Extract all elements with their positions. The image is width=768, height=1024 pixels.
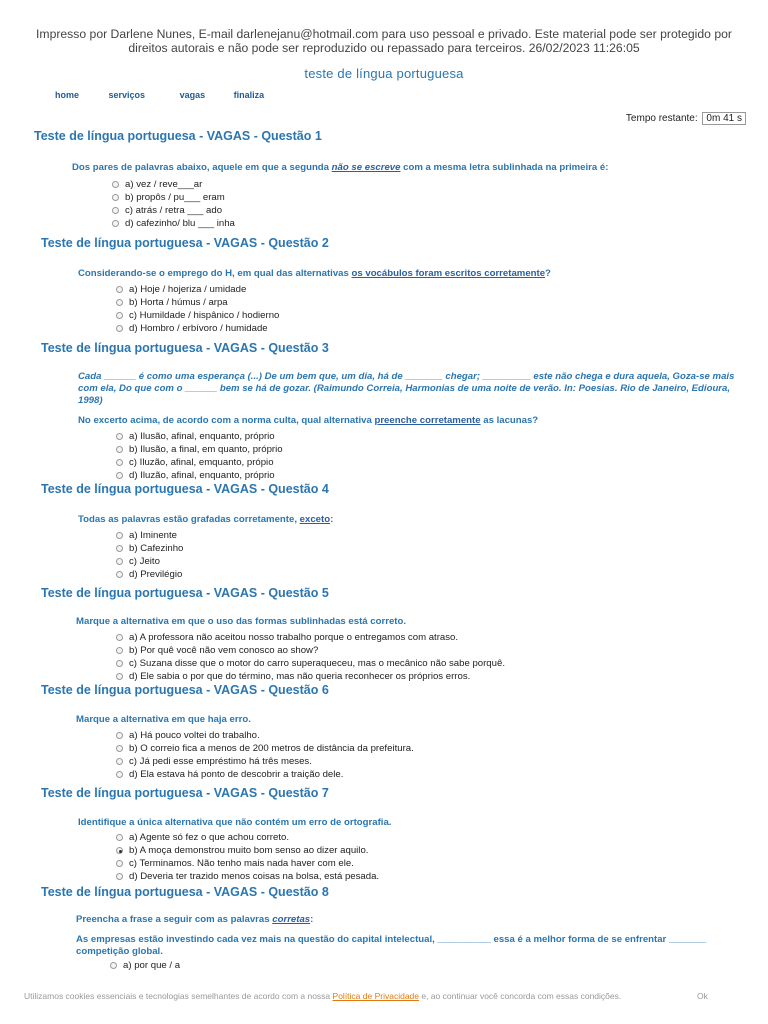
- option-label: b) Por quê você não vem conosco ao show?: [129, 645, 319, 656]
- option-label: a) A professora não aceitou nosso trabalho porque o entregamos com atraso.: [129, 632, 459, 643]
- nav-servicos[interactable]: serviços: [108, 90, 146, 100]
- option[interactable]: [116, 631, 505, 644]
- option[interactable]: [116, 529, 183, 542]
- question-1-prompt: [72, 162, 732, 174]
- option-label: a) Há pouco voltei do trabalho.: [129, 730, 260, 741]
- prompt-text-end: :: [330, 514, 334, 525]
- prompt-text: Todas as palavras estão grafadas corretamente,: [78, 514, 300, 525]
- option[interactable]: [116, 729, 414, 742]
- cookie-text-start: Utilizamos cookies essenciais e tecnologias semelhantes de acordo com a nossa: [24, 991, 333, 1001]
- radio-button[interactable]: [112, 220, 119, 227]
- cookie-text-end: e, ao continuar você concorda com essas condições.: [419, 991, 622, 1001]
- option-label: d) Iluzão, afinal, enquanto, próprio: [129, 470, 275, 481]
- option-label: c) Jeito: [129, 556, 160, 567]
- radio-button[interactable]: [116, 732, 123, 739]
- question-6-prompt: [76, 714, 736, 726]
- question-3-prompt: [78, 415, 738, 427]
- option[interactable]: [116, 742, 414, 755]
- option[interactable]: [116, 670, 505, 683]
- option-label: d) Previlégio: [129, 569, 183, 580]
- option-label: a) vez / reve___ar: [125, 179, 203, 190]
- option[interactable]: [116, 657, 505, 670]
- prompt-text: Dos pares de palavras abaixo, aquele em que a segunda: [72, 162, 332, 173]
- prompt-emphasis: preenche corretamente: [374, 415, 481, 426]
- option-label: c) Humildade / hispânico / hodierno: [129, 310, 280, 321]
- cookie-ok-button[interactable]: Ok: [697, 991, 708, 1001]
- option-label: b) propôs / pu___ eram: [125, 192, 225, 203]
- option-label: d) Ele sabia o por que do término, mas não queria reconhecer os próprios erros.: [129, 671, 471, 682]
- radio-button[interactable]: [116, 647, 123, 654]
- question-7-prompt: [78, 817, 738, 829]
- option-label: a) Agente só fez o que achou correto.: [129, 832, 290, 843]
- option-label: a) por que / a: [123, 960, 181, 971]
- radio-button[interactable]: [116, 873, 123, 880]
- radio-button[interactable]: [116, 286, 123, 293]
- question-6-options: [116, 729, 414, 781]
- radio-button[interactable]: [112, 181, 119, 188]
- option-label: d) Deveria ter trazido menos coisas na bolsa, está pesada.: [129, 871, 380, 882]
- prompt-text: No excerto acima, de acordo com a norma culta, qual alternativa: [78, 415, 375, 426]
- option[interactable]: [116, 322, 279, 335]
- option-label: a) Hoje / hojeriza / umidade: [129, 284, 247, 295]
- prompt-text-end: as lacunas?: [480, 415, 539, 426]
- radio-button[interactable]: [110, 962, 117, 969]
- question-1-options: [112, 178, 235, 230]
- option-label: c) Já pedi esse empréstimo há três meses.: [129, 756, 312, 767]
- option[interactable]: [116, 296, 279, 309]
- radio-button[interactable]: [116, 834, 123, 841]
- site-title: teste de língua portuguesa: [304, 66, 464, 81]
- question-8-options: [110, 959, 180, 972]
- cookie-banner: [0, 984, 768, 1008]
- prompt-emphasis: não se escreve: [331, 162, 401, 173]
- option-label: c) Suzana disse que o motor do carro superaqueceu, mas o mecânico não sabe porquê.: [129, 658, 505, 669]
- question-5-title: Teste de língua portuguesa - VAGAS - Questão 5: [41, 586, 329, 600]
- radio-button[interactable]: [116, 771, 123, 778]
- timer: [626, 112, 746, 125]
- question-3-title: Teste de língua portuguesa - VAGAS - Questão 3: [41, 341, 329, 355]
- option[interactable]: [110, 959, 180, 972]
- cookie-text: [24, 984, 621, 1008]
- question-3-excerpt: Cada ______ é como uma esperança (...) De um bem que, um dia, há de _______ chegar; _________ este não chega e dura aquela, Goza-se mais com ela, Do que com o ______ bem se há de gozar. (Raimundo Correia, Harmonias de uma noite de verão. In: Poesias. Rio de Janeiro, Edioura, 1998): [78, 371, 735, 406]
- question-7-options: [116, 831, 379, 883]
- question-3-options: [116, 430, 283, 482]
- watermark-line-1: Impresso por Darlene Nunes, E-mail darlenejanu@hotmail.com para uso pessoal e privado. Este material pode ser protegido por: [36, 27, 732, 41]
- question-8-prompt: [76, 914, 736, 926]
- radio-button[interactable]: [116, 433, 123, 440]
- radio-button[interactable]: [116, 571, 123, 578]
- option[interactable]: [116, 870, 379, 883]
- option[interactable]: [116, 430, 283, 443]
- radio-button[interactable]: [116, 860, 123, 867]
- radio-button[interactable]: [116, 325, 123, 332]
- option-label: b) Cafezinho: [129, 543, 184, 554]
- option-label: d) Ela estava há ponto de descobrir a traição dele.: [129, 769, 344, 780]
- nav-home[interactable]: home: [55, 90, 80, 100]
- question-5-options: [116, 631, 505, 683]
- option-label: b) O correio fica a menos de 200 metros de distância da prefeitura.: [129, 743, 414, 754]
- option[interactable]: [116, 857, 379, 870]
- option-label: a) Iminente: [129, 530, 177, 541]
- prompt-text: Marque a alternativa em que haja erro.: [76, 714, 251, 725]
- privacy-policy-link[interactable]: Política de Privacidade: [332, 991, 419, 1001]
- question-8-sentence: As empresas estão investindo cada vez mais na questão do capital intelectual, __________ essa é a melhor forma de se enfrentar _______ competição global.: [76, 934, 707, 957]
- prompt-text: Identifique a única alternativa que não contém um erro de ortografia.: [78, 817, 392, 828]
- radio-button[interactable]: [116, 299, 123, 306]
- radio-button[interactable]: [112, 207, 119, 214]
- radio-button[interactable]: [116, 459, 123, 466]
- option[interactable]: [116, 644, 505, 657]
- question-4-prompt: [78, 514, 738, 526]
- option[interactable]: [116, 555, 183, 568]
- option[interactable]: [112, 204, 235, 217]
- option-label: d) cafezinho/ blu ___ inha: [125, 218, 235, 229]
- timer-value: 0m 41 s: [702, 112, 746, 125]
- radio-button[interactable]: [116, 758, 123, 765]
- option[interactable]: [116, 456, 283, 469]
- option-label: a) Ilusão, afinal, enquanto, próprio: [129, 431, 275, 442]
- prompt-emphasis: exceto: [299, 514, 331, 525]
- radio-button[interactable]: [116, 634, 123, 641]
- question-8-title: Teste de língua portuguesa - VAGAS - Questão 8: [41, 885, 329, 899]
- option[interactable]: [116, 831, 379, 844]
- option[interactable]: [112, 191, 235, 204]
- option[interactable]: [116, 309, 279, 322]
- nav-finaliza[interactable]: finaliza: [233, 90, 265, 100]
- nav-vagas[interactable]: vagas: [179, 90, 206, 100]
- prompt-emphasis: corretas: [272, 914, 311, 925]
- radio-button[interactable]: [116, 545, 123, 552]
- question-4-options: [116, 529, 183, 581]
- option-label: d) Hombro / erbívoro / humidade: [129, 323, 268, 334]
- option[interactable]: [116, 469, 283, 482]
- question-2-options: [116, 283, 279, 335]
- option[interactable]: [116, 443, 283, 456]
- option[interactable]: [116, 755, 414, 768]
- prompt-text: Considerando-se o emprego do H, em qual das alternativas: [78, 268, 352, 279]
- radio-button[interactable]: [116, 660, 123, 667]
- prompt-text: Marque a alternativa em que o uso das formas sublinhadas está correto.: [76, 616, 407, 627]
- option-label: b) Horta / húmus / arpa: [129, 297, 228, 308]
- question-5-prompt: [76, 616, 736, 628]
- radio-button[interactable]: [116, 745, 123, 752]
- question-2-title: Teste de língua portuguesa - VAGAS - Questão 2: [41, 236, 329, 250]
- option[interactable]: [112, 217, 235, 230]
- prompt-text-end: ?: [545, 268, 551, 279]
- radio-button[interactable]: [116, 446, 123, 453]
- prompt-emphasis: os vocábulos foram escritos corretamente: [351, 268, 546, 279]
- watermark-line-2: direitos autorais e não pode ser reproduzido ou repassado para terceiros. 26/02/2023 11:26:05: [128, 41, 640, 55]
- option-label: c) Iluzão, afinal, emquanto, própio: [129, 457, 274, 468]
- option[interactable]: [116, 542, 183, 555]
- option[interactable]: [116, 768, 414, 781]
- question-1-title: Teste de língua portuguesa - VAGAS - Questão 1: [34, 129, 322, 143]
- radio-button[interactable]: [116, 312, 123, 319]
- radio-button-selected[interactable]: [116, 847, 123, 854]
- option[interactable]: [112, 178, 235, 191]
- prompt-text: Preencha a frase a seguir com as palavras: [76, 914, 273, 925]
- option[interactable]: [116, 283, 279, 296]
- option-label: b) Ilusão, a final, em quanto, próprio: [129, 444, 283, 455]
- question-2-prompt: [78, 268, 738, 280]
- main-nav: [55, 90, 291, 100]
- option[interactable]: [116, 844, 379, 857]
- radio-button[interactable]: [116, 532, 123, 539]
- prompt-text-end: :: [310, 914, 314, 925]
- radio-button[interactable]: [116, 673, 123, 680]
- question-6-title: Teste de língua portuguesa - VAGAS - Questão 6: [41, 683, 329, 697]
- question-7-title: Teste de língua portuguesa - VAGAS - Questão 7: [41, 786, 329, 800]
- option-label: b) A moça demonstrou muito bom senso ao dizer aquilo.: [129, 845, 369, 856]
- option-label: c) Terminamos. Não tenho mais nada haver com ele.: [129, 858, 354, 869]
- option[interactable]: [116, 568, 183, 581]
- radio-button[interactable]: [112, 194, 119, 201]
- prompt-text-end: com a mesma letra sublinhada na primeira é:: [400, 162, 609, 173]
- option-label: c) atrás / retra ___ ado: [125, 205, 223, 216]
- timer-label: Tempo restante:: [625, 113, 698, 124]
- print-watermark: [20, 27, 748, 55]
- radio-button[interactable]: [116, 472, 123, 479]
- question-4-title: Teste de língua portuguesa - VAGAS - Questão 4: [41, 482, 329, 496]
- radio-button[interactable]: [116, 558, 123, 565]
